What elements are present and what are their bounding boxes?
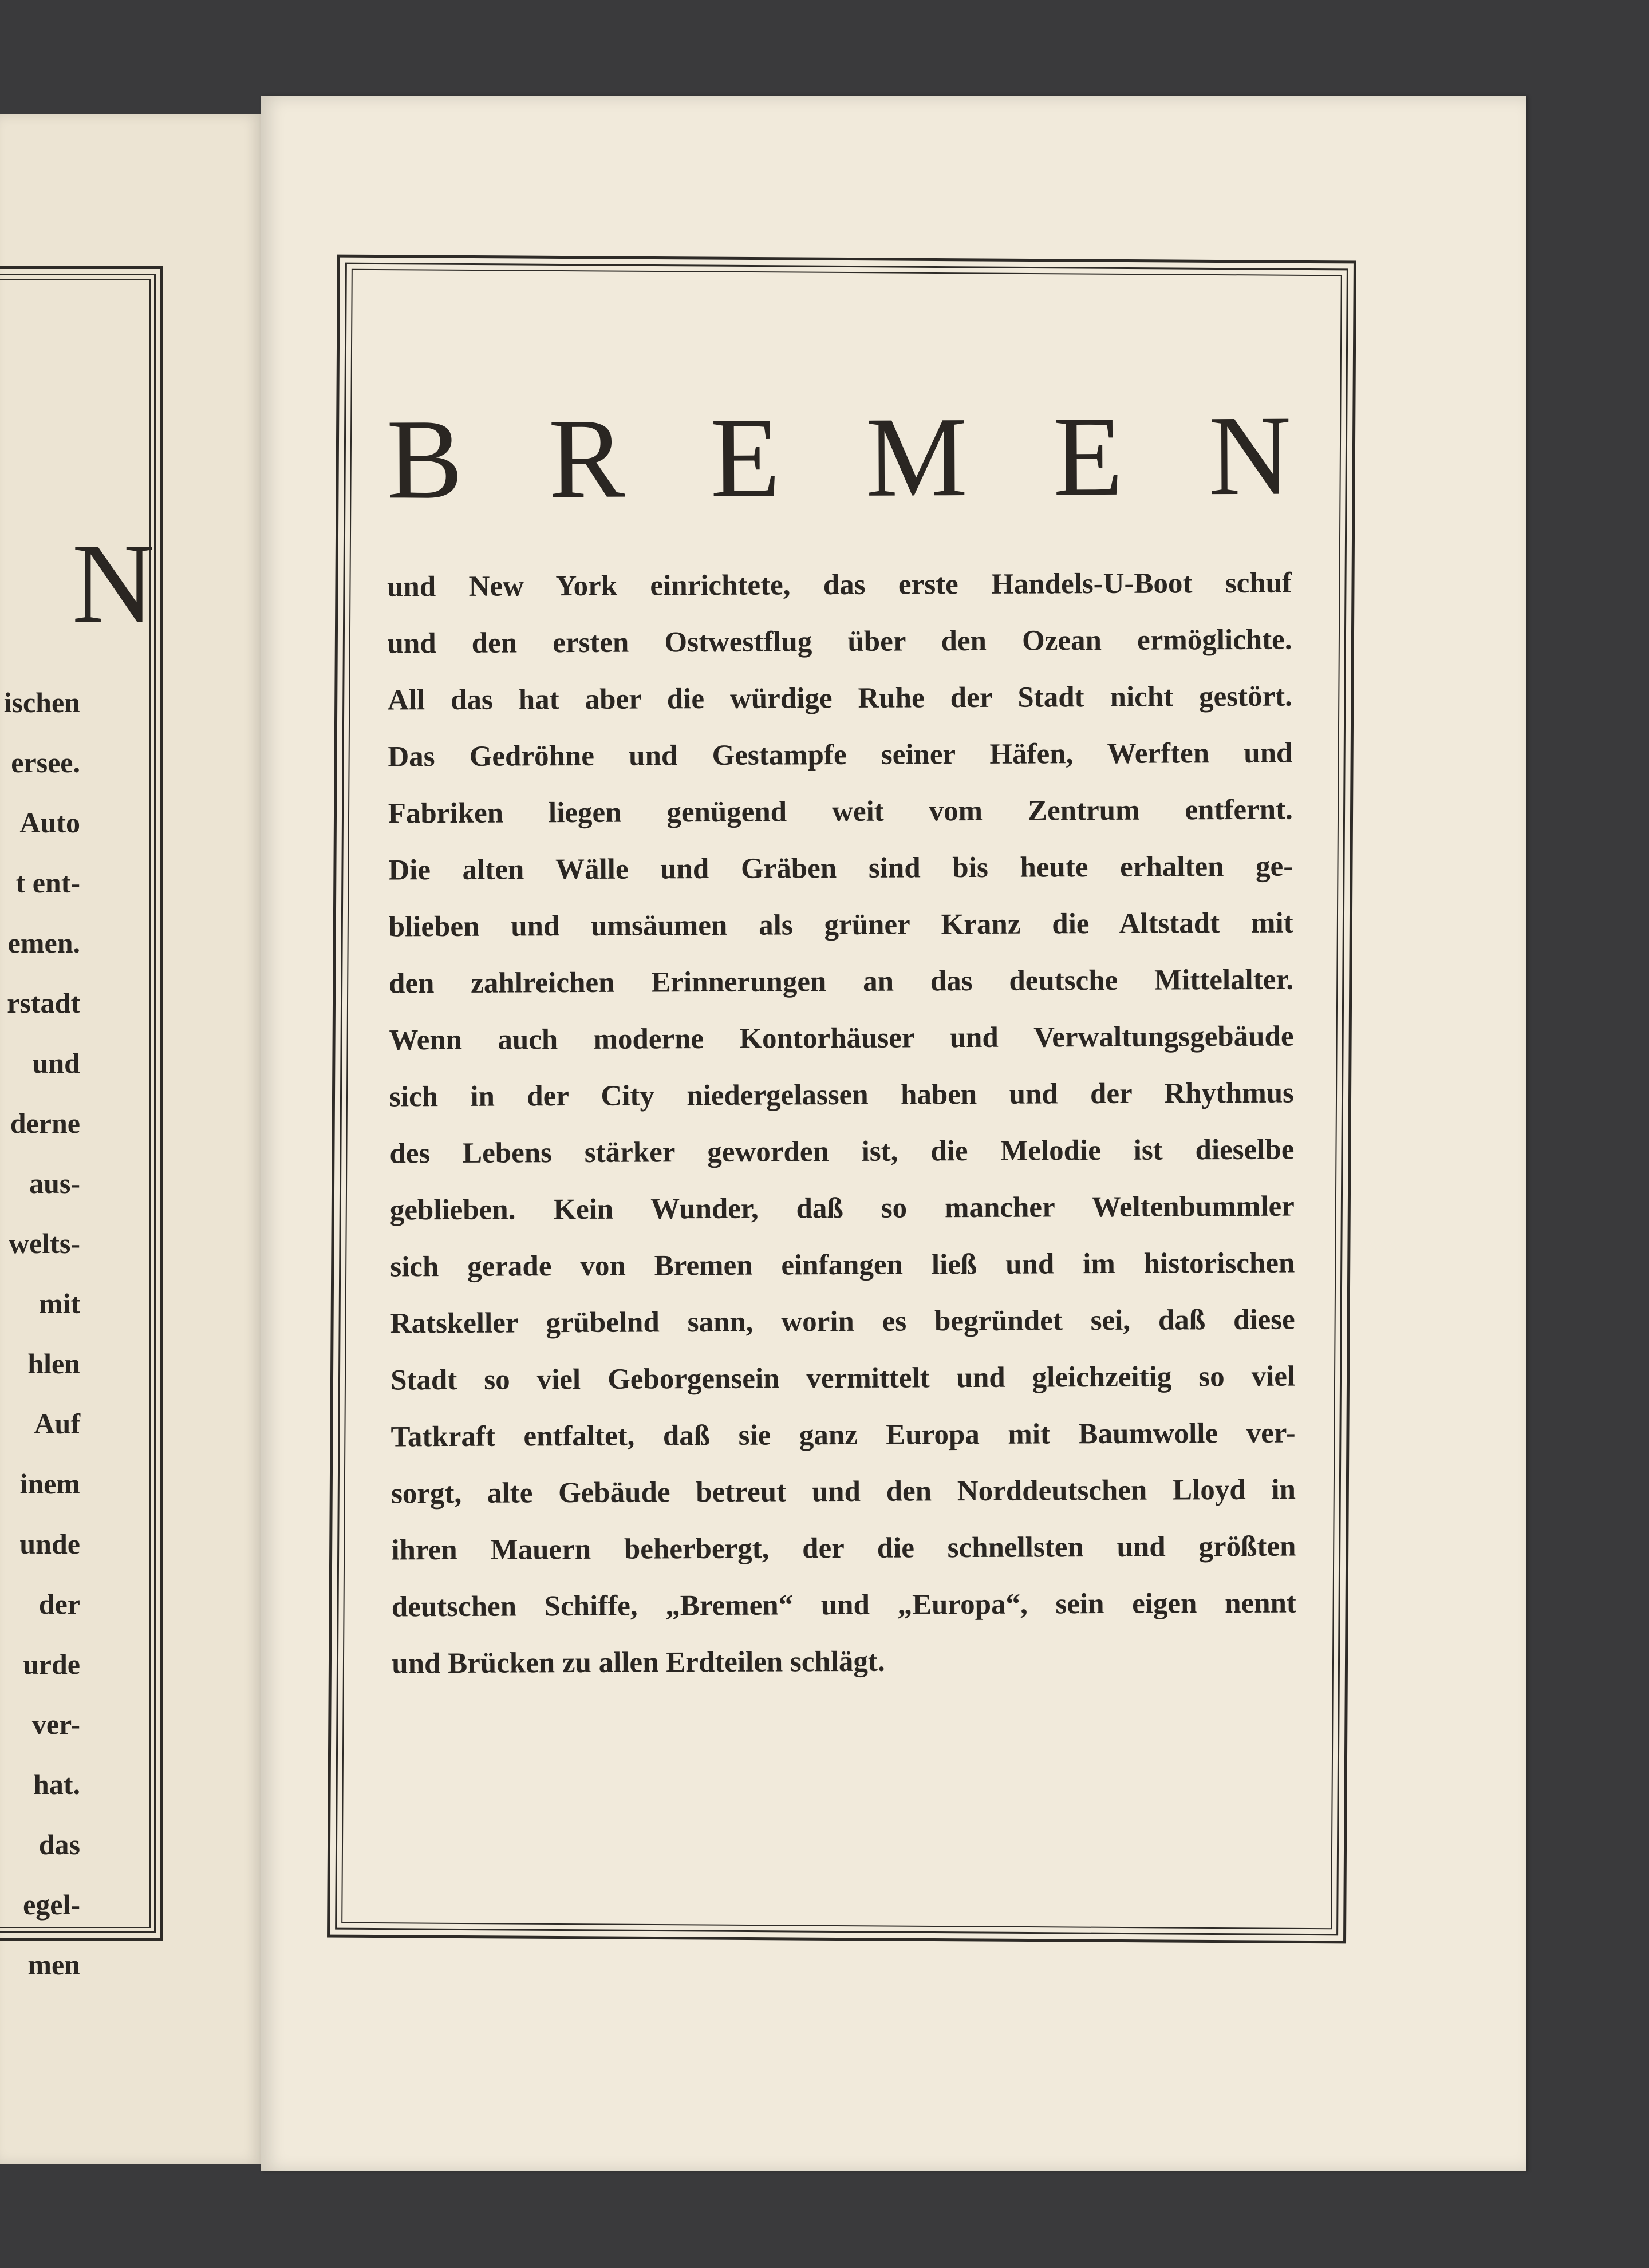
text-line: sich gerade von Bremen einfangen ließ und im historischen [390,1247,1295,1283]
text-line: derne [10,1107,80,1139]
text-line: ischen [3,686,80,718]
text-line: der [38,1588,80,1620]
text-line: welts- [9,1227,80,1259]
text-line: hlen [27,1348,80,1380]
body-text [387,555,1297,1693]
frame-content [386,259,1298,1940]
text-line: ihren Mauern beherbergt, der die schnellsten und größten [391,1530,1296,1567]
text-line: emen. [7,927,80,959]
text-line: sorgt, alte Gebäude betreut und den Norddeutschen Lloyd in [390,1473,1296,1510]
text-line: men [27,1949,80,1981]
text-line: rstadt [7,987,80,1019]
text-line: hat. [33,1768,80,1800]
text-line: inem [19,1468,80,1500]
text-line: des Lebens stärker geworden ist, die Melodie ist dieselbe [389,1133,1295,1170]
heading-letter: E [1052,393,1123,520]
page-frame [327,255,1356,1944]
heading-letter: R [548,395,625,523]
text-line: egel- [23,1888,80,1921]
text-line: deutschen Schiffe, „Bremen“ und „Europa“, sein eigen nennt [391,1587,1296,1623]
text-line: mit [38,1287,80,1319]
text-line: Tatkraft entfaltet, daß sie ganz Europa mit Baumwolle ver- [390,1417,1296,1453]
text-line: ver- [31,1708,80,1740]
text-line: und den ersten Ostwestflug über den Ozean ermöglichte. [387,623,1292,660]
text-line: t ent- [15,867,80,899]
text-line: urde [23,1648,80,1680]
text-line: und Brücken zu allen Erdteilen schlägt. [392,1645,885,1680]
text-line: blieben und umsäumen als grüner Kranz die Altstadt mit [388,907,1293,943]
text-line: das [38,1828,80,1860]
text-line: und New York einrichtete, das erste Handels-U-Boot schuf [386,567,1292,603]
heading-letter: B [386,396,464,523]
text-line: Stadt so viel Geborgensein vermittelt und gleichzeitig so viel [390,1360,1296,1397]
text-line: aus- [29,1167,80,1199]
text-line: und [32,1047,80,1079]
text-line: Auf [34,1408,80,1440]
page-heading [386,392,1292,523]
text-line: Fabriken liegen genügend weit vom Zentrum entfernt. [388,793,1293,830]
left-page [0,114,261,2164]
text-line: unde [19,1528,80,1560]
right-page [261,96,1526,2171]
text-line: sich in der City niedergelassen haben und der Rhythmus [389,1077,1295,1113]
heading-letter: M [865,394,968,521]
text-line: Ratskeller grübelnd sann, worin es begründet sei, daß diese [390,1303,1295,1340]
text-line: Das Gedröhne und Gestampfe seiner Häfen, Werften und [388,737,1293,773]
left-page-text [0,673,80,1995]
text-line: All das hat aber die würdige Ruhe der Stadt nicht gestört. [387,680,1293,717]
heading-letter: E [710,394,781,521]
text-line: Auto [19,807,80,839]
heading-letter: N [1208,392,1292,520]
text-line: geblieben. Kein Wunder, daß so mancher Weltenbummler [389,1190,1295,1227]
text-line: Die alten Wälle und Gräben sind bis heute erhalten ge- [388,850,1293,887]
text-line: den zahlreichen Erinnerungen an das deutsche Mittelalter. [388,963,1294,1000]
text-line: Wenn auch moderne Kontorhäuser und Verwaltungsgebäude [389,1020,1294,1057]
text-line: ersee. [11,746,80,779]
left-page-heading: N [72,520,155,647]
